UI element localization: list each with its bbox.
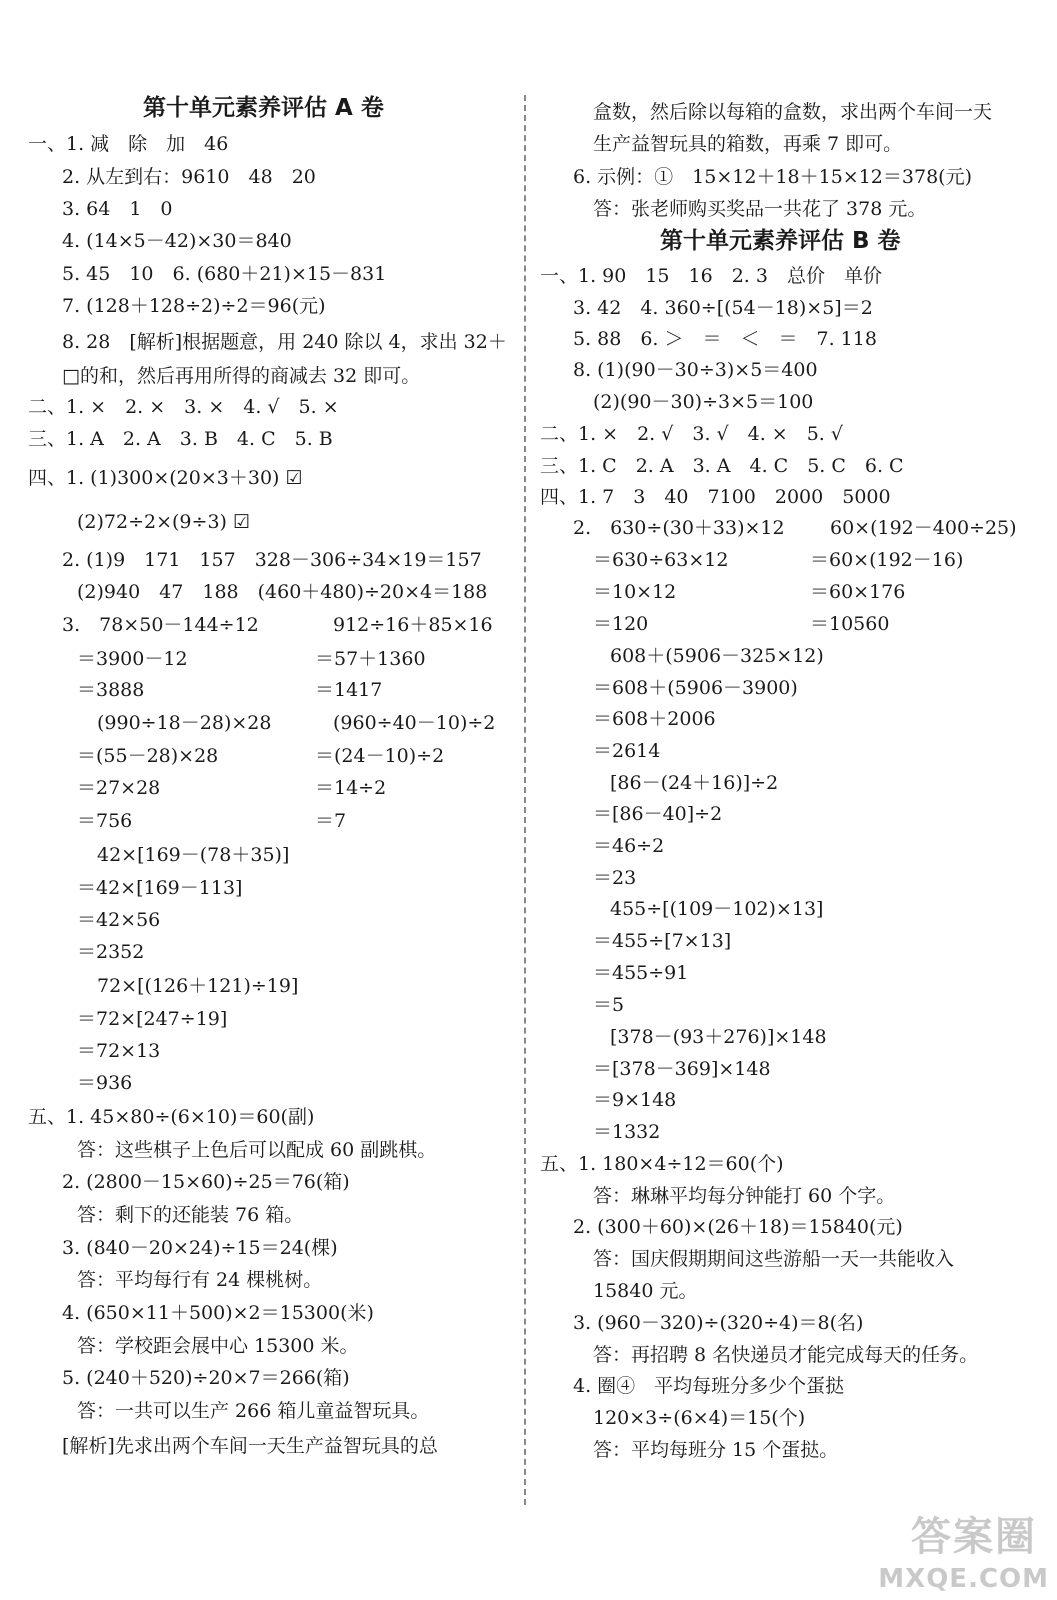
answer-line: 8. (1)(90－30÷3)×5＝400 (573, 359, 818, 381)
answer-line: 盒数，然后除以每箱的盒数，求出两个车间一天 (593, 101, 993, 123)
answer-line: ＝42×56 (77, 909, 161, 931)
answer-line: 生产益智玩具的箱数，再乘 7 即可。 (593, 133, 903, 155)
answer-line: ＝10×12 (593, 581, 677, 603)
answer-line: ＝756 (77, 810, 133, 832)
answer-line: ＝57＋1360 (315, 648, 426, 670)
answer-line: 答：剩下的还能装 76 箱。 (77, 1204, 304, 1226)
answer-line: ＝(24－10)÷2 (315, 745, 445, 767)
answer-line: ＝[86－40]÷2 (593, 803, 723, 825)
answer-line: 5. 88 6. ＞ ＝ ＜ ＝ 7. 118 (573, 328, 877, 350)
answer-line: 答：琳琳平均每分钟能打 60 个字。 (593, 1185, 896, 1207)
answer-line: 4. (650×11＋500)×2＝15300(米) (62, 1302, 374, 1324)
answer-line: 6. 示例：① 15×12＋18＋15×12＝378(元) (573, 166, 972, 188)
answer-line: 三、1. C 2. A 3. A 4. C 5. C 6. C (540, 455, 904, 477)
answer-line: [378－(93＋276)]×148 (610, 1026, 827, 1048)
answer-line: ＝46÷2 (593, 835, 665, 857)
answer-line: ＝1332 (593, 1121, 661, 1143)
answer-line: 7. (128＋128÷2)÷2＝96(元) (62, 295, 326, 317)
answer-line: 4. 圈④ 平均每班分多少个蛋挞 (573, 1375, 845, 1397)
answer-line: ＝72×[247÷19] (77, 1008, 228, 1030)
answer-line: 3. (840－20×24)÷15＝24(棵) (62, 1237, 338, 1259)
answer-line: 3. 78×50－144÷12 (62, 614, 259, 636)
answer-line: 3. 64 1 0 (62, 198, 173, 220)
answer-line: 3. (960－320)÷(320÷4)＝8(名) (573, 1312, 864, 1334)
answer-line: (960÷40－10)÷2 (333, 712, 496, 734)
answer-line: 答：再招聘 8 名快递员才能完成每天的任务。 (593, 1344, 979, 1366)
answer-line: ＝630÷63×12 (593, 549, 729, 571)
answer-line: [解析]先求出两个车间一天生产益智玩具的总 (62, 1435, 438, 1457)
answer-line: 一、1. 90 15 16 2. 3 总价 单价 (540, 265, 882, 287)
watermark-url: MXQE.COM (878, 1564, 1049, 1594)
answer-line: 答：张老师购买奖品一共花了 378 元。 (593, 198, 927, 220)
answer-line: ＝60×176 (810, 581, 906, 603)
watermark-logo: 答案圈 (911, 1514, 1037, 1560)
answer-line: 答：平均每行有 24 棵桃树。 (77, 1269, 323, 1291)
answer-line: (2)(90－30)÷3×5＝100 (593, 391, 814, 413)
answer-line: 五、1. 45×80÷(6×10)＝60(副) (28, 1106, 315, 1128)
answer-line: ＝2352 (77, 941, 145, 963)
answer-line: (990÷18－28)×28 (97, 712, 272, 734)
answer-line: 答：平均每班分 15 个蛋挞。 (593, 1439, 839, 1461)
answer-line: ＝(55－28)×28 (77, 745, 219, 767)
answer-line: 二、1. × 2. √ 3. √ 4. × 5. √ (540, 423, 843, 445)
answer-line: 120×3÷(6×4)＝15(个) (593, 1407, 806, 1429)
answer-line: ＝42×[169－113] (77, 877, 243, 899)
answer-line: ＝27×28 (77, 777, 161, 799)
answer-line: ＝23 (593, 867, 637, 889)
section-title-a: 第十单元素养评估 A 卷 (143, 95, 384, 121)
answer-line: (2)72÷2×(9÷3) ☑ (77, 511, 251, 533)
answer-line: ＝9×148 (593, 1089, 677, 1111)
answer-line: ＝608＋(5906－3900) (593, 677, 798, 699)
answer-line: 答：学校距会展中心 15300 米。 (77, 1335, 359, 1357)
answer-line: 4. (14×5－42)×30＝840 (62, 230, 292, 252)
answer-line: 2. (1)9 171 157 328－306÷34×19＝157 (62, 549, 482, 571)
answer-line: 608＋(5906－325×12) (610, 645, 824, 667)
answer-line: 42×[169－(78＋35)] (97, 844, 290, 866)
answer-line: [86－(24＋16)]÷2 (610, 772, 779, 794)
answer-line: 72×[(126＋121)÷19] (97, 975, 299, 997)
answer-line: 8. 28 [解析]根据题意，用 240 除以 4，求出 32＋ (62, 331, 507, 353)
answer-line: □的和，然后再用所得的商减去 32 即可。 (62, 365, 421, 387)
answer-line: ＝455÷[7×13] (593, 930, 732, 952)
answer-line: ＝7 (315, 810, 347, 832)
answer-line: 455÷[(109－102)×13] (610, 898, 824, 920)
answer-line: 2. (300＋60)×(26＋18)＝15840(元) (573, 1216, 903, 1238)
answer-line: ＝608＋2006 (593, 708, 716, 730)
section-title-b: 第十单元素养评估 B 卷 (660, 228, 901, 254)
answer-line: ＝120 (593, 613, 649, 635)
answer-line: 二、1. × 2. × 3. × 4. √ 5. × (28, 396, 339, 418)
answer-line: 2. 从左到右：9610 48 20 (62, 166, 316, 188)
answer-line: ＝936 (77, 1072, 133, 1094)
answer-line: 5. 45 10 6. (680＋21)×15－831 (62, 263, 387, 285)
answer-line: ＝3900－12 (77, 648, 188, 670)
answer-line: 四、1. 7 3 40 7100 2000 5000 (540, 486, 891, 508)
answer-line: 三、1. A 2. A 3. B 4. C 5. B (28, 428, 333, 450)
answer-line: ＝1417 (315, 679, 383, 701)
answer-line: 答：这些棋子上色后可以配成 60 副跳棋。 (77, 1139, 437, 1161)
answer-line: 15840 元。 (593, 1280, 698, 1302)
column-divider (524, 95, 526, 1505)
answer-line: 5. (240＋520)÷20×7＝266(箱) (62, 1367, 350, 1389)
answer-line: 3. 42 4. 360÷[(54－18)×5]＝2 (573, 297, 873, 319)
answer-line: ＝455÷91 (593, 962, 689, 984)
answer-line: ＝5 (593, 994, 625, 1016)
answer-line: ＝10560 (810, 613, 890, 635)
answer-line: 2. 630÷(30＋33)×12 (573, 517, 785, 539)
answer-line: ＝60×(192－16) (810, 549, 964, 571)
answer-line: ＝[378－369]×148 (593, 1058, 771, 1080)
answer-line: 答：一共可以生产 266 箱儿童益智玩具。 (77, 1400, 430, 1422)
answer-line: ＝3888 (77, 679, 145, 701)
answer-line: ＝14÷2 (315, 777, 387, 799)
answer-line: 一、1. 减 除 加 46 (28, 133, 229, 155)
answer-line: 60×(192－400÷25) (830, 517, 1017, 539)
answer-line: 四、1. (1)300×(20×3＋30) ☑ (28, 467, 303, 489)
answer-line: ＝72×13 (77, 1040, 161, 1062)
answer-line: ＝2614 (593, 740, 661, 762)
answer-line: 答：国庆假期期间这些游船一天一共能收入 (593, 1248, 955, 1270)
answer-line: 五、1. 180×4÷12＝60(个) (540, 1153, 784, 1175)
answer-line: 912÷16＋85×16 (333, 614, 493, 636)
answer-line: 2. (2800－15×60)÷25＝76(箱) (62, 1171, 350, 1193)
answer-line: (2)940 47 188 (460＋480)÷20×4＝188 (77, 581, 488, 603)
